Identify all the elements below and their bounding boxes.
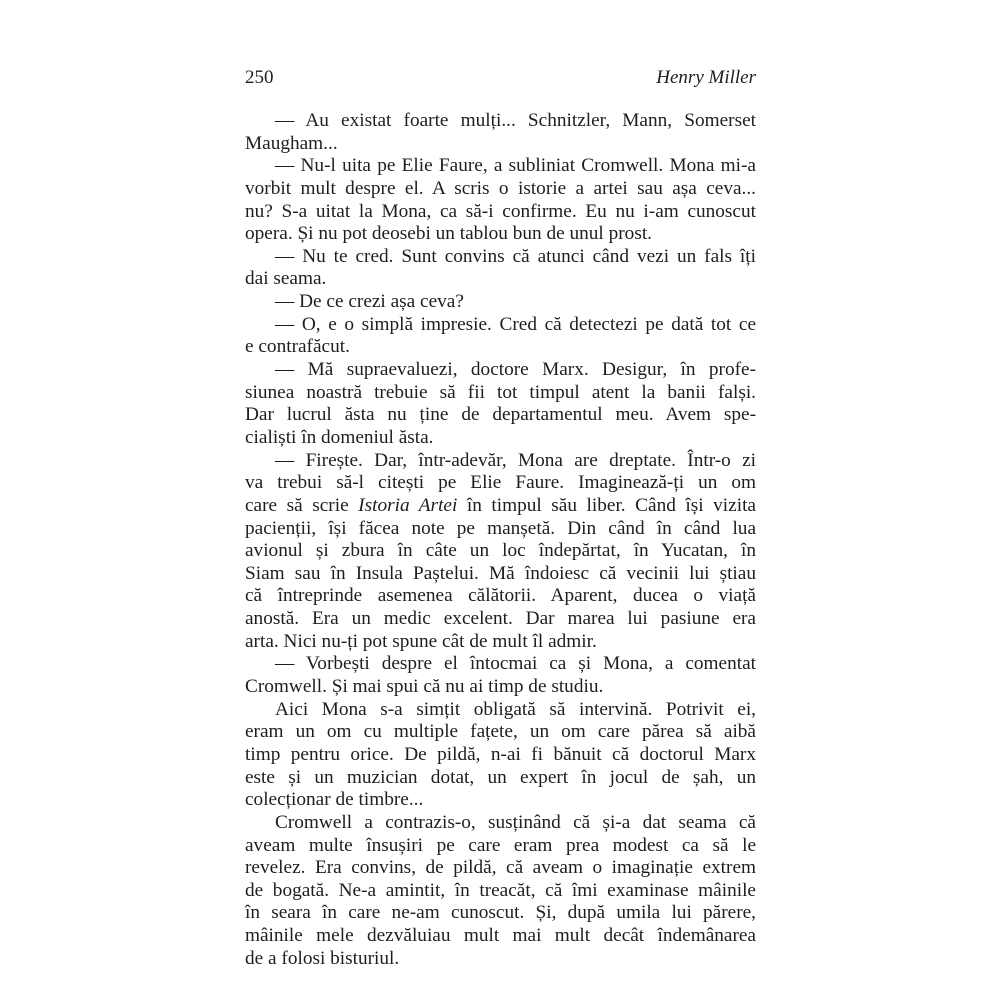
- text-line: dai seama.: [245, 268, 327, 290]
- text-segment: care să scrie: [245, 494, 359, 516]
- text-line: pacienții, își făcea note pe manșetă. Din când în când lua: [245, 517, 756, 539]
- text-line: — Vorbești despre el întocmai ca și Mona, a comentat: [275, 653, 756, 675]
- text-line: aveam multe însușiri pe care eram prea modest ca să le: [245, 834, 756, 856]
- text-line: Maugham...: [245, 132, 338, 154]
- text-line: că întreprinde asemenea călătorii. Aparent, ducea o viață: [245, 585, 756, 607]
- text-line: avionul și zbura în câte un loc îndepărtat, în Yucatan, în: [245, 540, 756, 562]
- text-line: e contrafăcut.: [245, 336, 350, 358]
- text-line: — Nu-l uita pe Elie Faure, a subliniat Cromwell. Mona mi-a: [275, 155, 756, 177]
- text-line: timp pentru orice. De pildă, n-ai fi bănuit că doctorul Marx: [245, 743, 756, 765]
- text-line: opera. Și nu pot deosebi un tablou bun de unul prost.: [245, 223, 652, 245]
- text-line: siunea noastră trebuie să fii tot timpul atent la banii falși.: [245, 381, 756, 403]
- text-line: — Au existat foarte mulți... Schnitzler, Mann, Somerset: [275, 110, 756, 131]
- page-number: 250: [245, 67, 274, 88]
- text-line: este și un muzician dotat, un expert în jocul de șah, un: [245, 766, 756, 788]
- text-line: în seara în care ne-am cunoscut. Și, după umila lui părere,: [245, 902, 756, 924]
- text-line: cialiști în domeniul ăsta.: [245, 426, 434, 448]
- text-line: anostă. Era un medic excelent. Dar marea lui pasiune era: [245, 608, 756, 630]
- text-line: — Nu te cred. Sunt convins că atunci când vezi un fals îți: [275, 245, 756, 267]
- text-line: — Mă supraevaluezi, doctore Marx. Desigur, în profe-: [275, 359, 756, 381]
- text-line: Aici Mona s-a simțit obligată să intervină. Potrivit ei,: [275, 698, 756, 720]
- text-line: de bogată. Ne-a amintit, în treacăt, că îmi examinase mâinile: [245, 879, 756, 901]
- text-line: de a folosi bisturiul.: [245, 947, 400, 969]
- body-text: [245, 110, 756, 970]
- text-line: va trebui să-l citești pe Elie Faure. Imaginează-ți un om: [245, 472, 756, 494]
- text-segment: în timpul său liber. Când își vizita: [457, 494, 756, 516]
- text-line: Siam sau în Insula Paștelui. Mă îndoiesc că vecinii lui știau: [245, 562, 756, 584]
- text-line: mâinile mele dezvăluiau mult mai mult decât îndemânarea: [245, 925, 756, 947]
- text-line: colecționar de timbre...: [245, 789, 424, 811]
- page-header: [245, 66, 756, 90]
- text-line: vorbit mult despre el. A scris o istorie a artei sau așa ceva...: [245, 177, 756, 199]
- running-head-author: Henry Miller: [656, 67, 756, 88]
- text-line: — Firește. Dar, într-adevăr, Mona are dreptate. Într-o zi: [275, 449, 756, 471]
- text-line: Dar lucrul ăsta nu ține de departamentul meu. Avem spe-: [245, 404, 756, 426]
- book-title-italic: Istoria Artei: [358, 494, 458, 516]
- text-line: — De ce crezi așa ceva?: [275, 291, 464, 313]
- text-line: Cromwell. Și mai spui că nu ai timp de studiu.: [245, 676, 604, 698]
- text-line: — O, e o simplă impresie. Cred că detectezi pe dată tot ce: [275, 313, 756, 335]
- text-line: eram un om cu multiple fațete, un om care părea să aibă: [245, 721, 756, 743]
- text-line: Cromwell a contrazis-o, susținând că și-a dat seama că: [275, 811, 756, 833]
- text-line: [245, 495, 756, 518]
- text-line: revelez. Era convins, de pildă, că aveam o imaginație extrem: [245, 857, 756, 879]
- text-line: arta. Nici nu-ți pot spune cât de mult îl admir.: [245, 630, 597, 652]
- text-line: nu? S-a uitat la Mona, ca să-i confirme. Eu nu i-am cunoscut: [245, 200, 756, 222]
